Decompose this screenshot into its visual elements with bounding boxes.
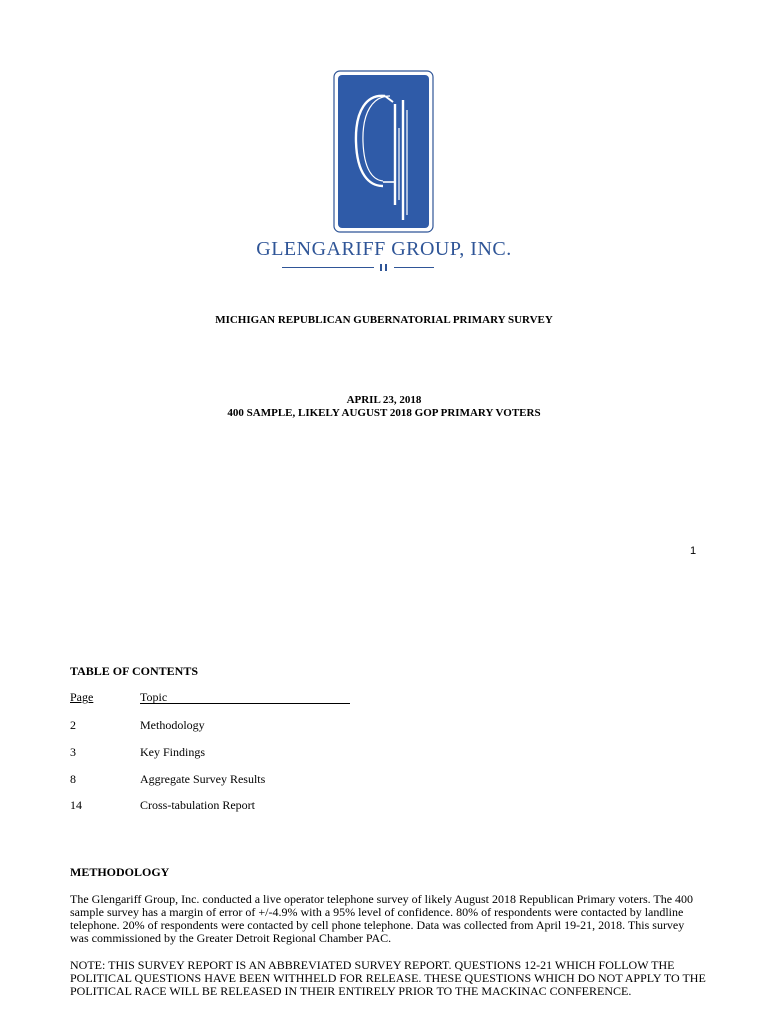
toc-header-row	[70, 690, 350, 704]
toc-row	[70, 798, 470, 814]
toc-col-topic: Topic	[140, 690, 350, 704]
toc-heading: TABLE OF CONTENTS	[70, 664, 199, 678]
toc-page: 3	[70, 745, 76, 759]
toc-row	[70, 745, 470, 761]
methodology-paragraph	[70, 893, 710, 945]
toc-row	[70, 772, 470, 788]
toc-topic: Methodology	[140, 718, 205, 732]
toc-col-page: Page	[70, 690, 94, 704]
brand-divider-left	[282, 267, 374, 268]
methodology-note	[70, 959, 710, 998]
toc-row	[70, 718, 470, 734]
toc-page: 14	[70, 798, 82, 812]
paragraph-line: sample survey has a margin of error of +/-4.9% with a 95% level of confidence. 80% of respondents were contacted by landline	[70, 905, 684, 919]
company-logo-icon	[333, 70, 434, 233]
toc-page: 8	[70, 772, 76, 786]
methodology-heading: METHODOLOGY	[70, 865, 170, 879]
paragraph-line: The Glengariff Group, Inc. conducted a live operator telephone survey of likely August 2018 Republican Primary voters. The 400	[70, 892, 694, 906]
paragraph-line: telephone. 20% of respondents were contacted by cell phone telephone. Data was collected from April 19-21, 2018. This survey	[70, 918, 685, 932]
brand-divider-right	[394, 267, 434, 268]
note-line: POLITICAL QUESTIONS HAVE BEEN WITHHELD FOR RELEASE. THESE QUESTIONS WHICH DO NOT APPLY TO THE	[70, 971, 706, 985]
survey-date: APRIL 23, 2018	[346, 394, 422, 406]
survey-title: MICHIGAN REPUBLICAN GUBERNATORIAL PRIMARY SURVEY	[215, 314, 553, 326]
toc-page: 2	[70, 718, 76, 732]
toc-topic: Key Findings	[140, 745, 206, 759]
page-number: 1	[690, 545, 697, 557]
note-line: NOTE: THIS SURVEY REPORT IS AN ABBREVIATED SURVEY REPORT. QUESTIONS 12-21 WHICH FOLLOW THE	[70, 958, 675, 972]
survey-sample: 400 SAMPLE, LIKELY AUGUST 2018 GOP PRIMARY VOTERS	[227, 407, 541, 419]
toc-topic: Aggregate Survey Results	[140, 772, 266, 786]
note-line: POLITICAL RACE WILL BE RELEASED IN THEIR ENTIRELY PRIOR TO THE MACKINAC CONFERENCE.	[70, 984, 632, 998]
toc-topic: Cross-tabulation Report	[140, 798, 255, 812]
brand-monogram-icon	[377, 263, 391, 272]
brand-name: GLENGARIFF GROUP, INC.	[256, 238, 512, 260]
paragraph-line: was commissioned by the Greater Detroit Regional Chamber PAC.	[70, 931, 392, 945]
